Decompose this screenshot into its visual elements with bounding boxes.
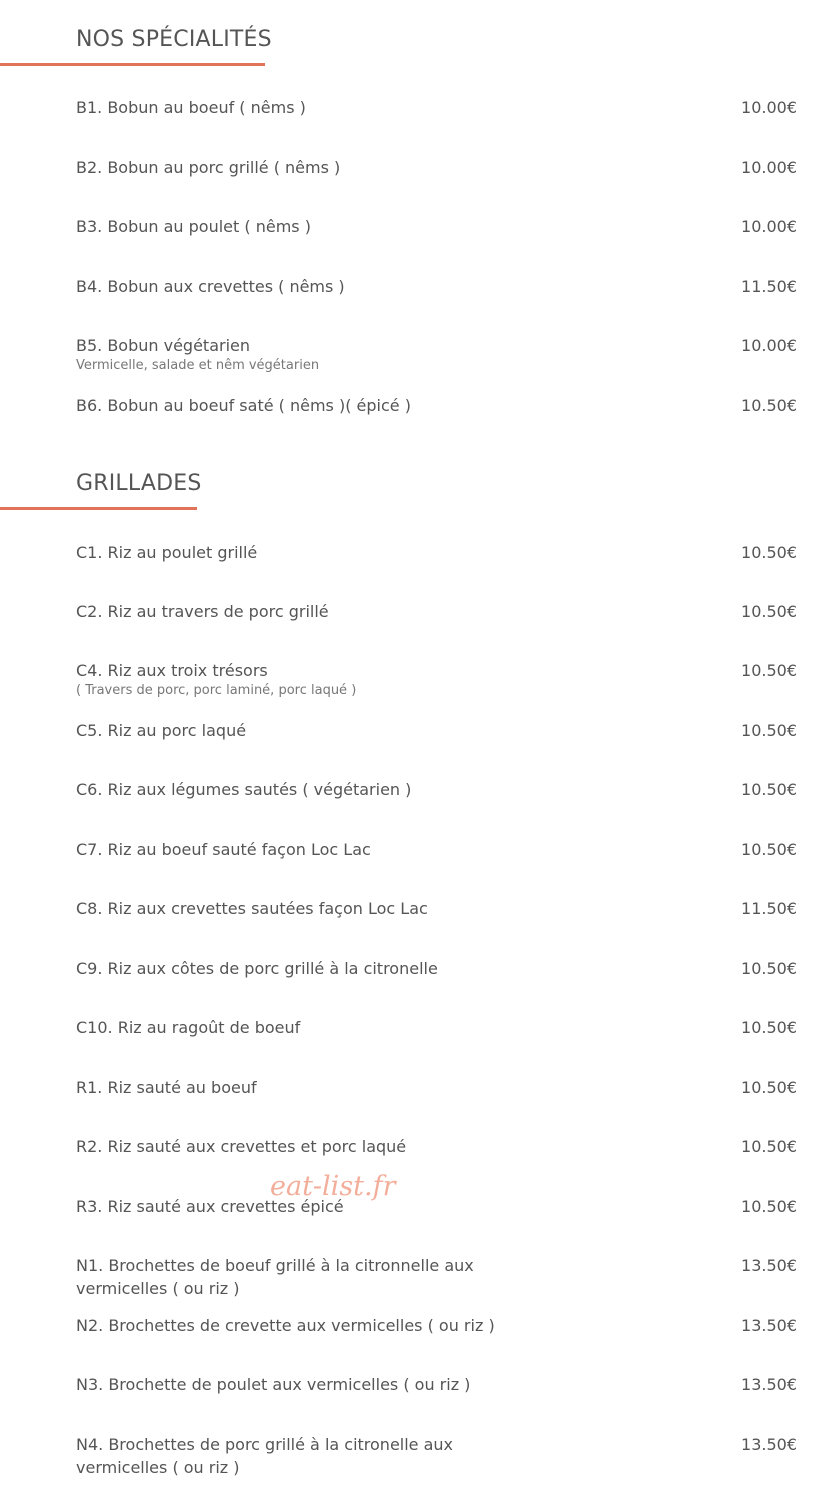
- item-name: C10. Riz au ragoût de boeuf: [76, 1018, 301, 1037]
- menu-item: [76, 1016, 796, 1039]
- item-price: 10.50€: [741, 840, 797, 859]
- item-price: 10.50€: [741, 1197, 797, 1216]
- item-price: 13.50€: [741, 1256, 797, 1275]
- item-price: 13.50€: [741, 1435, 797, 1454]
- item-price: 10.50€: [741, 396, 797, 415]
- item-name: B3. Bobun au poulet ( nêms ): [76, 217, 311, 236]
- item-price: 10.50€: [741, 1018, 797, 1037]
- item-name: B1. Bobun au boeuf ( nêms ): [76, 98, 306, 117]
- menu-item: [76, 1373, 796, 1396]
- section-underline: [0, 507, 197, 510]
- item-name: C1. Riz au poulet grillé: [76, 543, 258, 562]
- section-title-grillades: GRILLADES: [76, 471, 202, 496]
- item-price: 10.50€: [741, 721, 797, 740]
- item-name: N4. Brochettes de porc grillé à la citronelle aux vermicelles ( ou riz ): [76, 1435, 454, 1477]
- menu-item: [76, 838, 796, 861]
- item-name: C7. Riz au boeuf sauté façon Loc Lac: [76, 840, 371, 859]
- item-price: 13.50€: [741, 1375, 797, 1394]
- item-price: 10.00€: [741, 217, 797, 236]
- menu-item: [76, 1314, 796, 1337]
- item-name: R3. Riz sauté aux crevettes épicé: [76, 1197, 344, 1216]
- menu-item: [76, 394, 796, 417]
- item-price: 10.50€: [741, 780, 797, 799]
- item-name: C5. Riz au porc laqué: [76, 721, 247, 740]
- item-name: B2. Bobun au porc grillé ( nêms ): [76, 158, 341, 177]
- menu-item: [76, 275, 796, 298]
- item-name: C2. Riz au travers de porc grillé: [76, 602, 329, 621]
- item-description: ( Travers de porc, porc laminé, porc laqué ): [76, 683, 357, 698]
- menu-item: [76, 600, 796, 623]
- item-name: C9. Riz aux côtes de porc grillé à la citronelle: [76, 959, 438, 978]
- item-price: 10.50€: [741, 1137, 797, 1156]
- item-name: C8. Riz aux crevettes sautées façon Loc Lac: [76, 899, 428, 918]
- menu-item: [76, 1076, 796, 1099]
- menu-item: [76, 1195, 796, 1218]
- item-price: 10.50€: [741, 959, 797, 978]
- menu-item: [76, 778, 796, 801]
- item-price: 13.50€: [741, 1316, 797, 1335]
- item-name: B6. Bobun au boeuf saté ( nêms )( épicé ): [76, 396, 411, 415]
- menu-item: [76, 541, 796, 564]
- watermark: eat-list.fr: [270, 1171, 396, 1202]
- item-name: N2. Brochettes de crevette aux vermicelles ( ou riz ): [76, 1316, 495, 1335]
- item-name: R2. Riz sauté aux crevettes et porc laqué: [76, 1137, 407, 1156]
- item-price: 10.50€: [741, 661, 797, 680]
- menu-item: [76, 215, 796, 238]
- menu-item: [76, 156, 796, 179]
- menu-item: [76, 96, 796, 119]
- menu-item: [76, 719, 796, 742]
- item-price: 10.50€: [741, 1078, 797, 1097]
- item-name: B4. Bobun aux crevettes ( nêms ): [76, 277, 345, 296]
- section-underline: [0, 63, 265, 66]
- item-name: B5. Bobun végétarien: [76, 336, 251, 355]
- item-price: 10.50€: [741, 543, 797, 562]
- menu-item: [76, 1135, 796, 1158]
- menu-item: [76, 659, 796, 699]
- item-name: C6. Riz aux légumes sautés ( végétarien ): [76, 780, 412, 799]
- menu-item: [76, 334, 796, 374]
- item-price: 11.50€: [741, 899, 797, 918]
- menu-item: [76, 897, 796, 920]
- item-name: N3. Brochette de poulet aux vermicelles ( ou riz ): [76, 1375, 471, 1394]
- menu-item: [76, 1254, 796, 1300]
- menu-item: [76, 1433, 796, 1479]
- item-name: C4. Riz aux troix trésors: [76, 661, 268, 680]
- item-price: 10.50€: [741, 602, 797, 621]
- item-price: 10.00€: [741, 336, 797, 355]
- item-price: 10.00€: [741, 98, 797, 117]
- item-name: R1. Riz sauté au boeuf: [76, 1078, 257, 1097]
- section-title-specialites: NOS SPÉCIALITÉS: [76, 27, 272, 52]
- item-name: N1. Brochettes de boeuf grillé à la citronnelle aux vermicelles ( ou riz ): [76, 1256, 474, 1298]
- item-price: 10.00€: [741, 158, 797, 177]
- menu-item: [76, 957, 796, 980]
- item-price: 11.50€: [741, 277, 797, 296]
- item-description: Vermicelle, salade et nêm végétarien: [76, 358, 320, 373]
